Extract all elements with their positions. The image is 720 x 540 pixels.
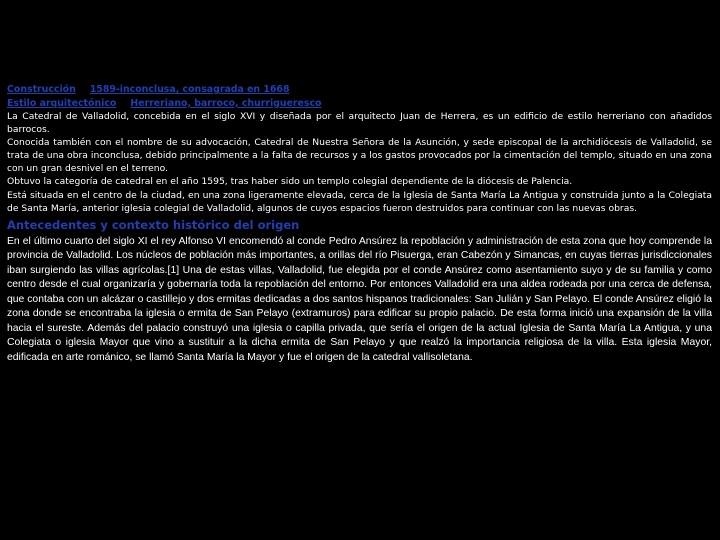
section-heading: Antecedentes y contexto histórico del origen (7, 217, 300, 232)
intro-paragraph-2: Conocida también con el nombre de su advocación, Catedral de Nuestra Señora de la Asunción, y sede episcopal de la archidiócesis de Valladolid, se trata de una obra inconclusa, debido principalmente a la falta de recursos y a los gastos provocados por la cimentación del templo, situado en una zona con un gran desnivel en el terreno. (7, 137, 712, 175)
style-info (7, 97, 712, 111)
construction-label: Construcción (7, 84, 76, 95)
section-body: En el último cuarto del siglo XI el rey Alfonso VI encomendó al conde Pedro Ansúrez la repoblación y administración de esta zona que hoy comprende la provincia de Valladolid. Los núcleos de población más importantes, a orillas del río Pisuerga, eran Cabezón y Simancas, en cuyas tierras jurisdiccionales iban surgiendo las villas agrícolas.[1] Una de estas villas, Valladolid, fue elegida por el conde Ansúrez como asentamiento suyo y de su familia y como centro desde el cual organizaría y gobernaría toda la repoblación del entorno. Por entonces Valladolid era una aldea rodeada por una cerca de defensa, que contaba con un alcázar o castillejo y dos ermitas dedicadas a dos santos hispanos tradicionales: San Julián y San Pelayo. El conde Ansúrez eligió la zona donde se encontraba la iglesia o ermita de San Pelayo (extramuros) para edificar su propio palacio. De esta forma inició una expansión de la villa hacia el sureste. Además del palacio construyó una iglesia o capilla privada, que sería el origen de la actual Iglesia de Santa María La Antigua, y una Colegiata o iglesia Mayor que vino a sustituir a la dicha ermita de San Pelayo y que realzó la importancia religiosa de la villa. Esta iglesia Mayor, edificada en arte románico, se llamó Santa María la Mayor y fue el origen de la catedral vallisoletana. (7, 235, 712, 363)
intro-paragraph-1: La Catedral de Valladolid, concebida en el siglo XVI y diseñada por el arquitecto Juan de Herrera, es un edificio de estilo herreriano con añadidos barrocos. (7, 111, 712, 136)
intro-paragraph-4: Está situada en el centro de la ciudad, en una zona ligeramente elevada, cerca de la Iglesia de Santa María La Antigua y construida junto a la Colegiata de Santa María, anterior iglesia colegial de Valladolid, algunos de cuyos espacios fueron destruidos para continuar con las nuevas obras. (7, 189, 712, 214)
style-label: Estilo arquitectónico (7, 97, 117, 109)
style-value: Herreriano, barroco, churrigueresco (130, 97, 322, 109)
construction-value: 1589-inconclusa, consagrada en 1668 (89, 84, 290, 95)
content (7, 83, 712, 365)
intro-paragraph-3: Obtuvo la categoría de catedral en el año 1595, tras haber sido un templo colegial dependiente de la diócesis de Palencia. (7, 176, 573, 188)
construction-info (7, 83, 712, 97)
